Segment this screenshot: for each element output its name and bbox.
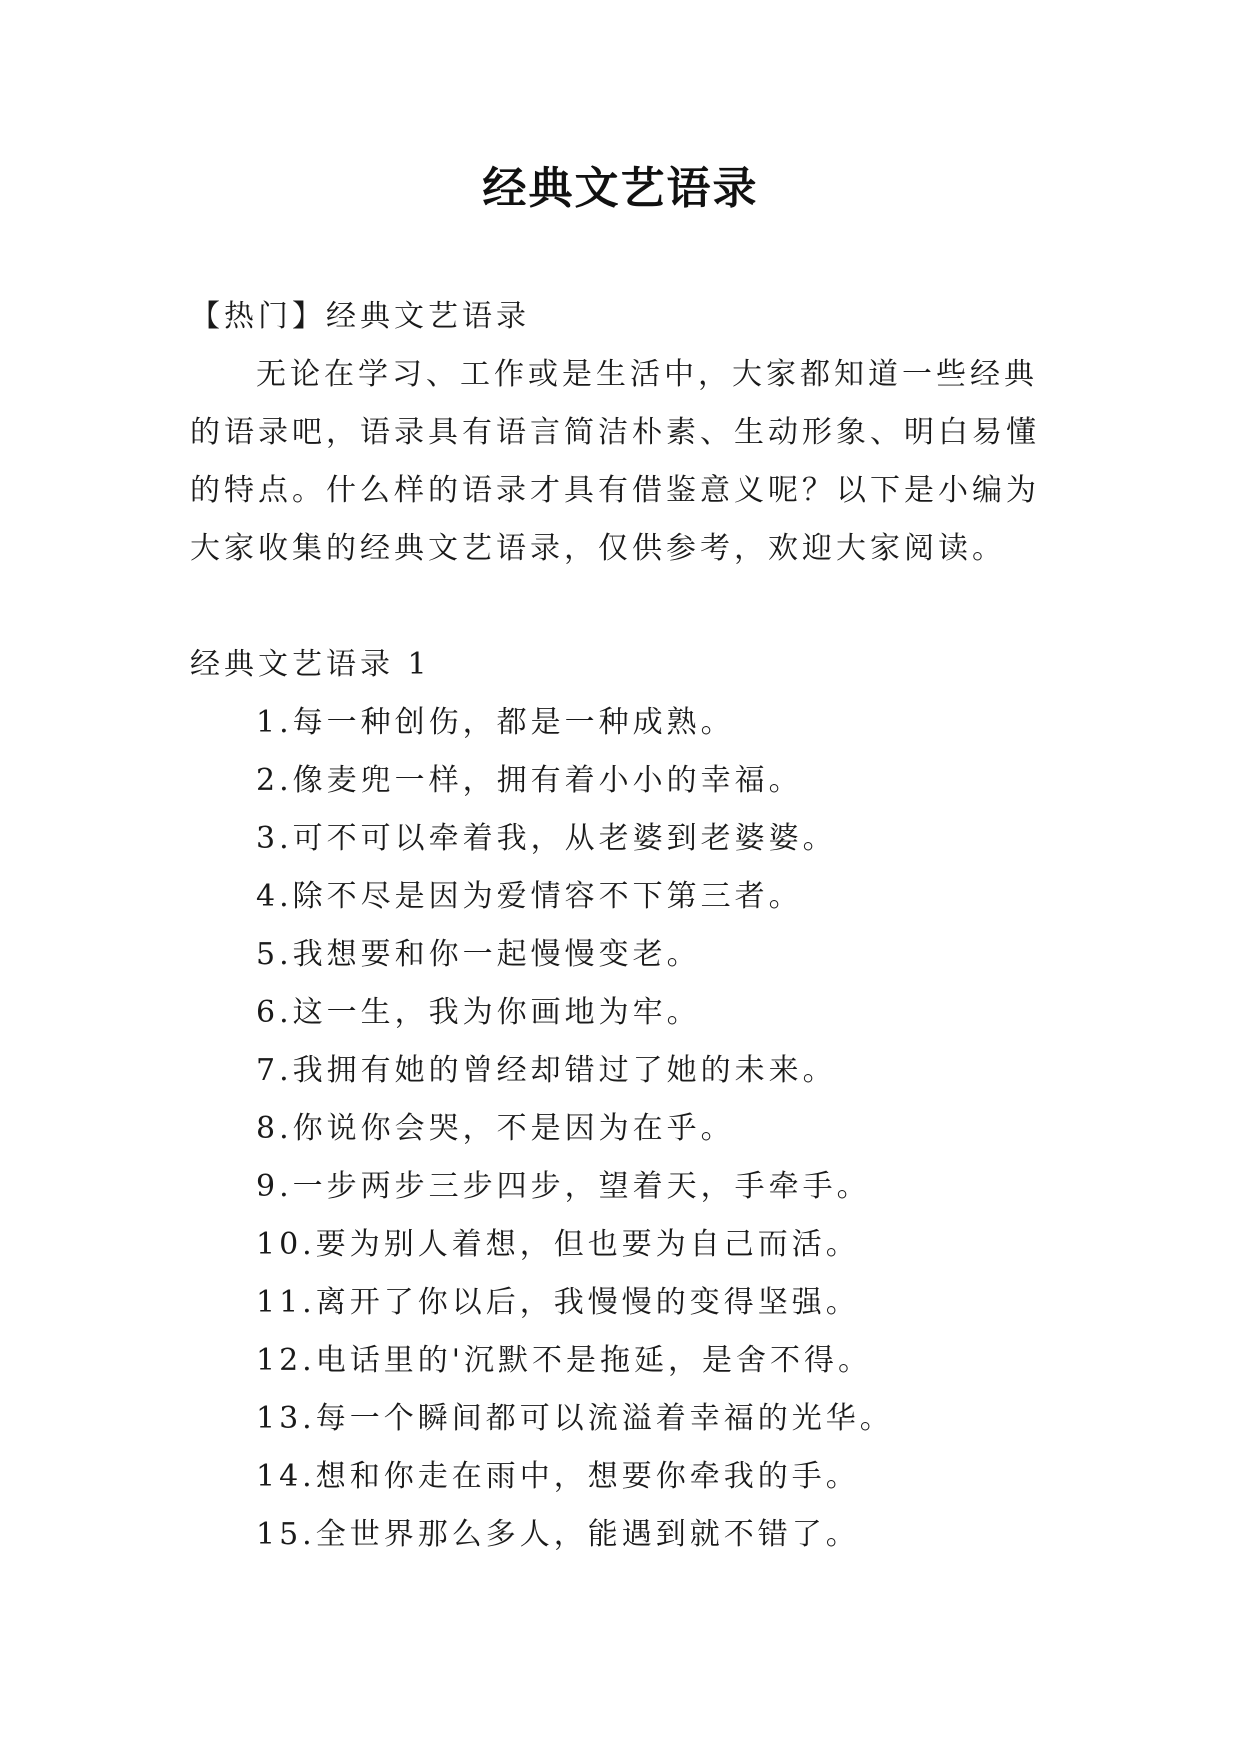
quote-item: 7.我拥有她的曾经却错过了她的未来。	[256, 1053, 837, 1088]
quote-list	[256, 694, 1076, 1564]
document-title: 经典文艺语录	[482, 163, 759, 214]
quote-item: 10.要为别人着想，但也要为自己而活。	[256, 1227, 860, 1262]
quote-item: 3.可不可以牵着我，从老婆到老婆婆。	[256, 821, 837, 856]
quote-item: 14.想和你走在雨中，想要你牵我的手。	[256, 1459, 860, 1494]
quote-item: 1.每一种创伤，都是一种成熟。	[256, 705, 735, 740]
quote-item: 5.我想要和你一起慢慢变老。	[256, 937, 701, 972]
intro-paragraph: 无论在学习、工作或是生活中，大家都知道一些经典的语录吧，语录具有语言简洁朴素、生动形象、明白易懂的特点。什么样的语录才具有借鉴意义呢？以下是小编为大家收集的经典文艺语录，仅供参考，欢迎大家阅读。	[190, 357, 1040, 566]
quote-item: 2.像麦兜一样，拥有着小小的幸福。	[256, 763, 803, 798]
section-heading: 经典文艺语录 1	[190, 647, 431, 682]
quote-item: 11.离开了你以后，我慢慢的变得坚强。	[256, 1285, 860, 1320]
quote-item: 13.每一个瞬间都可以流溢着幸福的光华。	[256, 1401, 894, 1436]
quote-item: 4.除不尽是因为爱情容不下第三者。	[256, 879, 803, 914]
quote-item: 9.一步两步三步四步，望着天，手牵手。	[256, 1169, 871, 1204]
quote-item: 6.这一生，我为你画地为牢。	[256, 995, 701, 1030]
quote-item: 12.电话里的'沉默不是拖延，是舍不得。	[256, 1343, 872, 1378]
quote-item: 8.你说你会哭，不是因为在乎。	[256, 1111, 735, 1146]
hot-heading: 【热门】经典文艺语录	[190, 299, 530, 334]
quote-item: 15.全世界那么多人，能遇到就不错了。	[256, 1517, 860, 1552]
